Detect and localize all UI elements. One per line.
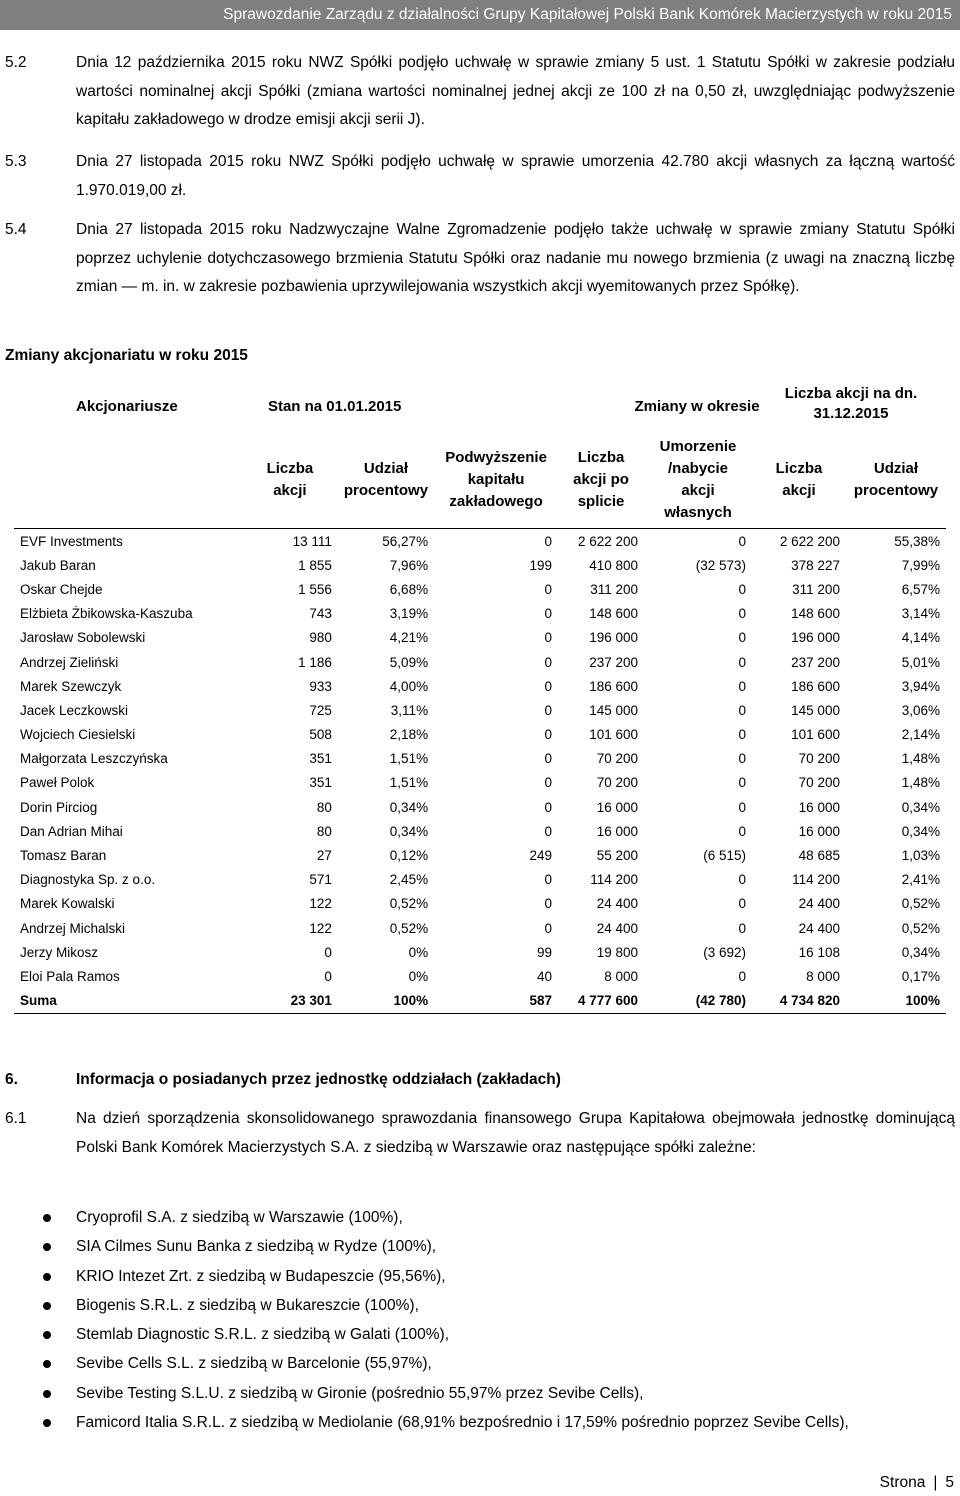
pct-start: 2,45% <box>389 872 429 888</box>
bullet-icon <box>43 1419 51 1427</box>
shares-start: 122 <box>309 896 332 912</box>
shares-end: 101 600 <box>791 727 840 743</box>
subsidiary-text: Sevibe Cells S.L. z siedzibą w Barcelonie (55,97%), <box>76 1355 432 1373</box>
subsidiary-text: Famicord Italia S.R.L. z siedzibą w Mediolanie (68,91% bezpośrednio i 17,59% pośrednio poprzez Sevibe Cells), <box>76 1414 849 1432</box>
pct-start: 4,21% <box>389 630 429 646</box>
list-item <box>5 1408 955 1437</box>
paragraph-number: 6.1 <box>5 1110 27 1127</box>
shares-start: 13 111 <box>242 529 338 554</box>
shares-after-split: 16 000 <box>596 799 639 815</box>
shares-after-split: 410 800 <box>589 557 639 573</box>
redemption: 0 <box>738 751 746 767</box>
sum-pct-end: 100% <box>846 989 946 1014</box>
shares-end: 70 200 <box>798 751 840 767</box>
table-row <box>14 553 946 577</box>
pct-end: 7,99% <box>901 557 940 573</box>
section-6-heading <box>5 1066 561 1094</box>
shares-start: 27 <box>316 848 332 864</box>
redemption: 0 <box>738 872 746 888</box>
shareholder-name: Diagnostyka Sp. z o.o. <box>20 872 156 888</box>
redemption: (3 692) <box>703 944 746 960</box>
table-row <box>14 577 946 601</box>
table-row <box>14 626 946 650</box>
shares-end: 48 685 <box>798 848 840 864</box>
shares-start: 80 <box>316 823 332 839</box>
redemption: 0 <box>738 920 746 936</box>
pct-start: 7,96% <box>389 557 429 573</box>
pct-start: 5,09% <box>389 654 429 670</box>
shareholder-name: Paweł Polok <box>20 775 95 791</box>
redemption: 0 <box>738 654 746 670</box>
col-header-capital-increase: Podwyższenie kapitału zakładowego <box>445 449 547 510</box>
shares-after-split: 196 000 <box>589 630 639 646</box>
bullet-icon <box>43 1243 51 1251</box>
redemption: 0 <box>738 678 746 694</box>
pct-start: 0,12% <box>389 848 429 864</box>
paragraph-text: Na dzień sporządzenia skonsolidowanego sprawozdania finansowego Grupa Kapitałowa obejmowała jednostkę dominującą Polski Bank Komórek Macierzystych S.A. z siedzibą w Warszawie oraz następujące spółki zależne: <box>76 1110 955 1156</box>
bullet-icon <box>43 1273 51 1281</box>
table-body <box>14 529 946 989</box>
redemption: 0 <box>738 606 746 622</box>
list-item <box>5 1291 955 1320</box>
shareholder-name: Andrzej Zieliński <box>20 654 119 670</box>
table-row <box>14 771 946 795</box>
header-end-cell <box>784 382 946 432</box>
header-start: Stan na 01.01.2015 <box>267 398 402 415</box>
capital-increase: 199 <box>529 557 553 573</box>
shareholder-name: Jacek Leczkowski <box>20 702 129 718</box>
paragraph-5-4 <box>5 216 955 302</box>
redemption: 0 <box>738 799 746 815</box>
shares-after-split: 311 200 <box>590 581 639 597</box>
list-item <box>5 1379 955 1408</box>
shares-start: 0 <box>324 944 332 960</box>
pct-end: 0,34% <box>901 823 940 839</box>
pct-start: 4,00% <box>389 678 429 694</box>
pct-start: 0,34% <box>389 799 429 815</box>
pct-end: 0,52% <box>901 896 940 912</box>
shares-start: 351 <box>309 775 332 791</box>
page-number: 5 <box>945 1474 954 1491</box>
shareholder-name: EVF Investments <box>14 529 242 554</box>
shareholder-name: Tomasz Baran <box>20 848 107 864</box>
bullet-icon <box>43 1302 51 1310</box>
pct-end: 0,34% <box>901 944 940 960</box>
redemption: 0 <box>738 823 746 839</box>
shareholder-name: Marek Kowalski <box>20 896 115 912</box>
page-separator: | <box>933 1474 938 1491</box>
capital-increase: 0 <box>544 606 553 622</box>
shares-start: 980 <box>309 630 332 646</box>
shareholder-name: Jarosław Sobolewski <box>20 630 146 646</box>
list-item <box>5 1349 955 1378</box>
capital-increase: 0 <box>544 678 553 694</box>
shares-start: 725 <box>309 702 332 718</box>
col-header-redemption: Umorzenie /nabycie akcji własnych <box>659 438 737 521</box>
pct-start: 1,51% <box>389 775 429 791</box>
table-row <box>14 916 946 940</box>
shareholder-name: Dan Adrian Mihai <box>20 823 123 839</box>
pct-start: 0,52% <box>389 920 429 936</box>
sum-shares-start: 23 301 <box>242 989 338 1014</box>
paragraph-text: Dnia 12 października 2015 roku NWZ Spółki podjęło uchwałę w sprawie zmiany 5 ust. 1 Statutu Spółki w zakresie podziału wartości nominalnej akcji Spółki (zmiana wartości nominalnej jednej akcji ze 100 zł na 0,50 zł, uwzględniając podwyższenie kapitału zakładowego w drodze emisji akcji serii J). <box>76 54 955 128</box>
shares-end: 24 400 <box>798 896 840 912</box>
pct-start: 2,18% <box>389 727 429 743</box>
shares-after-split: 237 200 <box>589 654 639 670</box>
capital-increase: 0 <box>544 920 553 936</box>
col-header-shares-start: Liczba akcji <box>266 460 314 499</box>
sum-redemption: (42 780) <box>644 989 752 1014</box>
table-row <box>14 819 946 843</box>
sum-label: Suma <box>14 989 242 1014</box>
paragraph-5-3 <box>5 148 955 205</box>
col-header-shares-end: Liczba akcji <box>775 460 823 499</box>
shares-end: 8 000 <box>806 968 840 984</box>
list-item <box>5 1262 955 1291</box>
col-header-shares-after-split: Liczba akcji po splicie <box>573 449 629 510</box>
pct-end: 6,57% <box>901 581 940 597</box>
shares-end: 16 000 <box>798 823 840 839</box>
capital-increase: 0 <box>434 529 558 554</box>
table-row <box>14 529 946 554</box>
shareholder-name: Wojciech Ciesielski <box>20 727 136 743</box>
shareholder-name: Jerzy Mikosz <box>20 944 99 960</box>
pct-start: 0% <box>408 944 429 960</box>
subsidiary-text: Cryoprofil S.A. z siedzibą w Warszawie (100%), <box>76 1209 403 1226</box>
list-item <box>5 1320 955 1349</box>
table-row <box>14 843 946 867</box>
capital-increase: 0 <box>544 581 553 597</box>
pct-start: 0% <box>408 968 429 984</box>
pct-end: 1,03% <box>901 848 940 864</box>
table-row <box>14 674 946 698</box>
subsidiary-text: Sevibe Testing S.L.U. z siedzibą w Gironie (pośrednio 55,97% przez Sevibe Cells), <box>76 1384 644 1402</box>
paragraph-5-2 <box>5 49 955 135</box>
pct-end: 0,34% <box>901 799 940 815</box>
capital-increase: 0 <box>544 823 553 839</box>
shares-end: 237 200 <box>791 654 840 670</box>
capital-increase: 0 <box>544 896 553 912</box>
shareholder-name: Małgorzata Leszczyńska <box>20 751 168 767</box>
shares-end: 114 200 <box>792 872 840 888</box>
table-row <box>14 940 946 964</box>
shares-start: 80 <box>316 799 332 815</box>
shares-end: 378 227 <box>791 557 840 573</box>
shareholder-name: Jakub Baran <box>20 557 96 573</box>
capital-increase: 0 <box>544 872 553 888</box>
shares-after-split: 101 600 <box>589 727 639 743</box>
page-label: Strona <box>879 1474 926 1491</box>
shares-start: 122 <box>309 920 332 936</box>
shares-after-split: 8 000 <box>604 968 639 984</box>
subsidiary-text: KRIO Intezet Zrt. z siedzibą w Budapeszcie (95,56%), <box>76 1267 446 1285</box>
redemption: 0 <box>738 581 746 597</box>
sum-pct-start: 100% <box>338 989 434 1014</box>
paragraph-text: Dnia 27 listopada 2015 roku NWZ Spółki podjęło uchwałę w sprawie umorzenia 42.780 akcji własnych za łączną wartość 1.970.019,00 zł. <box>76 153 955 199</box>
pct-end: 1,48% <box>901 751 940 767</box>
pct-start: 1,51% <box>389 751 429 767</box>
table-row <box>14 795 946 819</box>
shares-end: 16 000 <box>798 799 840 815</box>
shareholder-name: Marek Szewczyk <box>20 678 122 694</box>
paragraph-number: 5.3 <box>5 153 27 170</box>
redemption: (32 573) <box>695 557 746 573</box>
shares-after-split: 145 000 <box>589 702 639 718</box>
shareholder-name: Dorin Pirciog <box>20 799 98 815</box>
shares-end: 145 000 <box>791 702 840 718</box>
redemption: 0 <box>738 727 746 743</box>
table-group-header-row <box>14 382 946 432</box>
shares-start: 933 <box>309 678 332 694</box>
header-end: Liczba akcji na dn. 31.12.2015 <box>784 385 918 422</box>
table-row <box>14 747 946 771</box>
pct-end: 1,48% <box>901 775 940 791</box>
capital-increase: 0 <box>544 727 553 743</box>
shares-after-split: 2 622 200 <box>558 529 644 554</box>
shares-start: 508 <box>309 727 332 743</box>
shares-start: 351 <box>309 751 332 767</box>
pct-end: 2,14% <box>901 727 940 743</box>
redemption: 0 <box>738 896 746 912</box>
shares-after-split: 70 200 <box>596 751 639 767</box>
shareholders-heading: Zmiany akcjonariatu w roku 2015 <box>5 347 248 364</box>
redemption: 0 <box>738 968 746 984</box>
section-number: 6. <box>5 1071 18 1088</box>
sum-shares-end: 4 734 820 <box>752 989 846 1014</box>
bullet-icon <box>43 1331 51 1339</box>
shares-start: 1 855 <box>298 557 332 573</box>
pct-end: 3,06% <box>901 702 940 718</box>
pct-end: 3,14% <box>901 606 940 622</box>
paragraph-number: 5.2 <box>5 54 27 71</box>
shares-end: 186 600 <box>791 678 840 694</box>
pct-end: 55,38% <box>846 529 946 554</box>
list-item <box>5 1203 955 1232</box>
paragraph-text: Dnia 27 listopada 2015 roku Nadzwyczajne Walne Zgromadzenie podjęło także uchwałę w sprawie zmiany Statutu Spółki poprzez uchylenie dotychczasowego brzmienia Statutu Spółki oraz nadanie mu nowego brzmienia (z uwagi na znaczną liczbę zmian — m. in. w zakresie pozbawienia uprzywilejowania wszystkich akcji wyemitowanych przez Spółkę). <box>76 221 955 295</box>
shares-end: 16 108 <box>798 944 840 960</box>
page-footer <box>880 1474 954 1492</box>
redemption: 0 <box>644 529 752 554</box>
table-sum-row <box>14 989 946 1014</box>
shares-after-split: 70 200 <box>596 775 639 791</box>
shares-end: 148 600 <box>791 606 840 622</box>
header-shareholders: Akcjonariusze <box>76 398 178 415</box>
table-row <box>14 892 946 916</box>
pct-start: 0,34% <box>389 823 429 839</box>
shares-after-split: 24 400 <box>596 896 639 912</box>
pct-end: 2,41% <box>901 872 940 888</box>
shares-start: 571 <box>309 872 332 888</box>
subsidiary-list <box>5 1203 955 1437</box>
document-title: Sprawozdanie Zarządu z działalności Grupy Kapitałowej Polski Bank Komórek Macierzystych w roku 2015 <box>223 6 952 23</box>
bullet-icon <box>43 1360 51 1368</box>
shares-start: 1 186 <box>298 654 332 670</box>
table-row <box>14 723 946 747</box>
shares-after-split: 24 400 <box>596 920 639 936</box>
table-row <box>14 964 946 988</box>
shareholder-name: Oskar Chejde <box>20 581 103 597</box>
pct-end: 4,14% <box>901 630 940 646</box>
table-row <box>14 698 946 722</box>
shares-end: 24 400 <box>798 920 840 936</box>
pct-end: 0,52% <box>901 920 940 936</box>
header-changes: Zmiany w okresie <box>634 398 760 415</box>
shares-after-split: 148 600 <box>589 606 639 622</box>
pct-start: 3,11% <box>390 702 429 718</box>
capital-increase: 0 <box>544 702 553 718</box>
running-header <box>0 0 960 30</box>
pct-end: 0,17% <box>901 968 940 984</box>
shares-end: 196 000 <box>791 630 840 646</box>
shareholders-table <box>14 382 946 1014</box>
shares-start: 0 <box>324 968 332 984</box>
shares-start: 743 <box>309 606 332 622</box>
subsidiary-text: SIA Cilmes Sunu Banka z siedzibą w Rydze (100%), <box>76 1238 437 1256</box>
col-header-share-pct-end: Udział procentowy <box>853 460 939 499</box>
table-column-header-row <box>14 432 946 529</box>
shares-after-split: 55 200 <box>596 848 639 864</box>
shares-after-split: 186 600 <box>589 678 639 694</box>
capital-increase: 0 <box>544 775 553 791</box>
section-title: Informacja o posiadanych przez jednostkę oddziałach (zakładach) <box>76 1071 561 1088</box>
shares-after-split: 19 800 <box>596 944 639 960</box>
shareholder-name: Andrzej Michalski <box>20 920 126 936</box>
capital-increase: 0 <box>544 751 553 767</box>
pct-start: 56,27% <box>338 529 434 554</box>
paragraph-6-1 <box>5 1105 955 1162</box>
pct-end: 5,01% <box>901 654 940 670</box>
shares-after-split: 16 000 <box>596 823 639 839</box>
shares-start: 1 556 <box>298 581 332 597</box>
list-item <box>5 1232 955 1261</box>
table-row <box>14 602 946 626</box>
redemption: 0 <box>738 630 746 646</box>
paragraph-number: 5.4 <box>5 221 27 238</box>
shares-end: 311 200 <box>792 581 840 597</box>
capital-increase: 0 <box>544 799 553 815</box>
table-row <box>14 650 946 674</box>
redemption: (6 515) <box>703 848 746 864</box>
capital-increase: 249 <box>529 848 553 864</box>
pct-start: 6,68% <box>389 581 429 597</box>
shares-after-split: 114 200 <box>590 872 639 888</box>
sum-shares-after-split: 4 777 600 <box>558 989 644 1014</box>
capital-increase: 99 <box>537 944 553 960</box>
pct-start: 3,19% <box>389 606 429 622</box>
sum-capital-increase: 587 <box>434 989 558 1014</box>
pct-end: 3,94% <box>901 678 940 694</box>
subsidiary-text: Biogenis S.R.L. z siedzibą w Bukareszcie (100%), <box>76 1296 419 1314</box>
col-header-share-pct-start: Udział procentowy <box>343 460 429 499</box>
redemption: 0 <box>738 702 746 718</box>
subsidiary-text: Stemlab Diagnostic S.R.L. z siedzibą w Galati (100%), <box>76 1326 450 1344</box>
shareholder-name: Elżbieta Żbikowska-Kaszuba <box>20 606 193 622</box>
capital-increase: 0 <box>544 654 553 670</box>
bullet-icon <box>43 1214 51 1222</box>
pct-start: 0,52% <box>389 896 429 912</box>
capital-increase: 40 <box>537 968 553 984</box>
shareholder-name: Eloi Pala Ramos <box>20 968 120 984</box>
redemption: 0 <box>738 775 746 791</box>
shares-end: 70 200 <box>798 775 840 791</box>
table-row <box>14 868 946 892</box>
header-empty <box>14 432 242 529</box>
bullet-icon <box>43 1390 51 1398</box>
shares-end: 2 622 200 <box>752 529 846 554</box>
capital-increase: 0 <box>544 630 553 646</box>
